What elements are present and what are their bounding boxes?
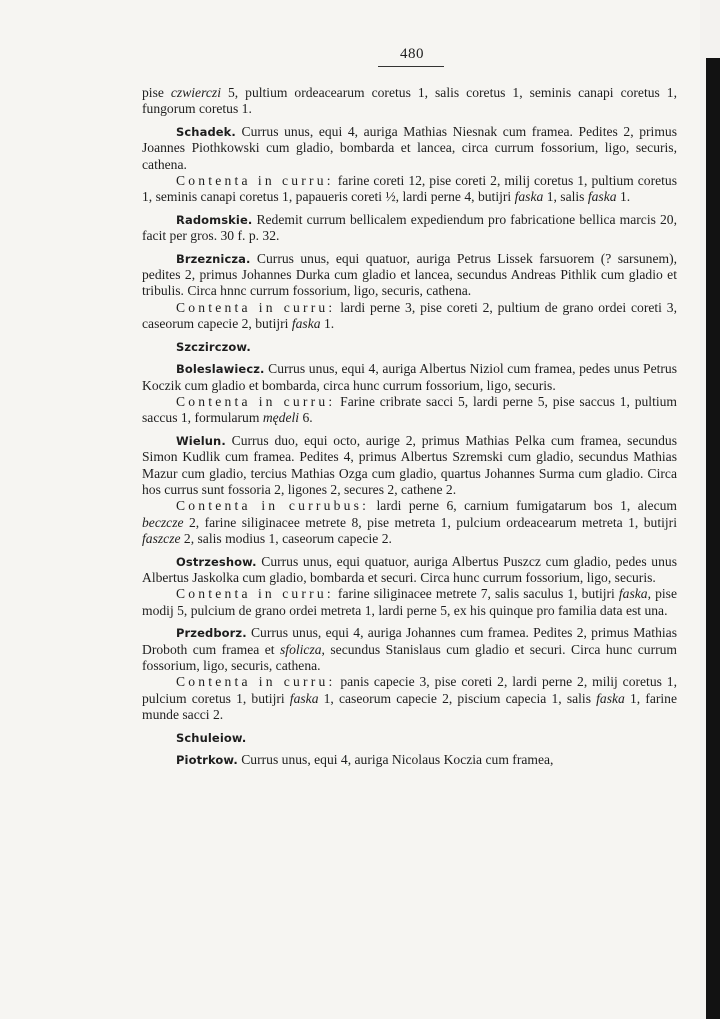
text-run: Currus unus, equi 4, auriga Johannes cum framea. Pedites 2, primus Mathias Droboth cum framea et (142, 625, 677, 657)
contents-paragraph (142, 498, 677, 547)
italic-term: faska (587, 189, 617, 205)
text-run: 1, caseorum capecie 2, piscium capecia 1, salis (318, 690, 597, 706)
place-heading: Boleslawiecz. (176, 362, 265, 377)
italic-term: beczcze (142, 514, 184, 530)
text-run: farine coreti 12, pise coreti 2, milij coretus 1, pultium coretus 1, seminis canapi coretus 1, papaueris coreti ½, lardi perne 4, butijri (142, 173, 677, 205)
contents-label: Contenta in curru: (176, 299, 336, 315)
place-entry (142, 339, 677, 355)
place-entry (142, 730, 677, 746)
text-run: 5, pultium ordeacearum coretus 1, salis coretus 1, seminis canapi coretus 1, fungorum coretus 1. (142, 85, 678, 117)
contents-label: Contenta in curru: (176, 674, 336, 690)
text-run: Currus unus, equi 4, auriga Mathias Niesnak cum framea. Pedites 2, primus Joannes Piothkowski cum gladio, bombarda et lancea, circa currum fossorium, ligo, securis, cathena. (142, 123, 677, 172)
italic-term: faska (596, 690, 625, 706)
text-run: farine siliginacee metrete 7, salis saculus 1, butijri (333, 586, 619, 602)
place-heading: Szczirczow. (176, 339, 251, 354)
contents-label: Contenta in curru: (176, 393, 336, 409)
place-entry (142, 433, 677, 499)
place-entry (142, 251, 677, 300)
italic-term: czwierczi (170, 85, 221, 100)
contents-paragraph (142, 674, 677, 723)
contents-paragraph (142, 173, 677, 206)
contents-label: Contenta in currubus: (176, 498, 370, 514)
text-run: Farine cribrate sacci 5, lardi perne 5, pise saccus 1, pultium saccus 1, formularum (142, 393, 678, 426)
text-run: panis capecie 3, pise coreti 2, lardi perne 2, milij coretus 1, pulcium coretus 1, butijri (142, 674, 677, 706)
text-run: 1. (320, 316, 335, 332)
place-heading: Przedborz. (176, 626, 247, 641)
text-run: 6. (299, 410, 313, 426)
text-run: Currus unus, equi quatuor, auriga Petrus Lissek farsuorem (? sarsunem), pedites 2, primus Johannes Durka cum gladio et lancea, secundus Andreas Pithlik cum gladio et tribulis. Circa hnnc currum fossorium, ligo, securis, cathena. (142, 250, 677, 299)
text-run: 1. (616, 189, 631, 205)
text-run: Currus unus, equi quatuor, auriga Albertus Puszcz cum gladio, pedes unus Albertus Jaskolka cum gladio, bombarda et securi. Circa hunc currum fossorium, ligo, securis. (142, 553, 677, 585)
place-entry (142, 752, 677, 768)
scan-edge-shadow (706, 58, 720, 1019)
place-entry (142, 625, 677, 674)
italic-term: faska (618, 586, 648, 602)
place-heading: Schuleiow. (176, 730, 247, 745)
text-run: , pise modij 5, pulcium de grano ordei metreta 1, lardi perne 5, ex his quinque pro familia data est una. (142, 586, 677, 618)
continuation-paragraph (142, 85, 677, 118)
place-entry (142, 212, 677, 245)
text-run: , secundus Stanislaus cum gladio et securi. Circa hunc currum fossorium, ligo, securis, cathena. (142, 641, 677, 673)
text-run: Redemit currum bellicalem expediendum pro fabricatione bellica marcis 20, facit per gros. 30 f. p. 32. (142, 211, 677, 244)
italic-term: faska (289, 690, 319, 706)
page-number: 480 (400, 46, 424, 62)
place-entry (142, 124, 677, 173)
text-run: lardi perne 3, pise coreti 2, pultium de grano ordei coreti 3, caseorum capecie 2, butijri (142, 299, 677, 332)
place-entry (142, 361, 677, 394)
place-heading: Brzeznicza. (176, 251, 251, 266)
text-run: Currus unus, equi 4, auriga Nicolaus Koczia cum framea, (237, 752, 554, 768)
contents-paragraph (142, 300, 677, 333)
text-run: 2, salis modius 1, caseorum capecie 2. (180, 531, 392, 547)
contents-label: Contenta in curru: (176, 173, 334, 189)
italic-term: faska (514, 189, 544, 205)
place-heading: Radomskie. (176, 212, 253, 227)
text-run: lardi perne 6, carnium fumigatarum bos 1, alecum (369, 498, 677, 514)
place-heading: Wielun. (176, 433, 226, 448)
text-run: pise (142, 85, 171, 100)
page-body (142, 85, 677, 768)
text-run: Currus unus, equi 4, auriga Albertus Niziol cum framea, pedes unus Petrus Koczik cum gladio et bombarda, circa hunc currum fossorium, ligo, securis. (142, 361, 677, 393)
italic-term: mędeli (262, 410, 300, 426)
text-run: 2, farine siliginacee metrete 8, pise metreta 1, pulcium ordeacearum metreta 1, butijri (183, 514, 677, 530)
italic-term: sfolicza (280, 641, 322, 657)
contents-paragraph (142, 394, 677, 427)
place-heading: Ostrzeshow. (176, 554, 257, 569)
italic-term: faszcze (142, 531, 181, 547)
text-run: 1, salis (543, 189, 588, 205)
text-run: Currus duo, equi octo, aurige 2, primus Mathias Pelka cum framea, secundus Simon Kudlik cum framea. Pedites 4, primus Albertus Szremski cum gladio, secundus Mathias Mazur cum gladio, tercius Mathias Ozga cum gladio, quartus Johannes Surma cum gladio. Circa hos currus sunt fossoria 2, ligones 2, secures 2, cathene 2. (142, 432, 677, 497)
place-entry (142, 554, 677, 587)
place-heading: Schadek. (176, 124, 236, 139)
page-number-rule (378, 66, 444, 67)
place-heading: Piotrkow. (176, 753, 238, 768)
contents-label: Contenta in curru: (176, 586, 334, 602)
text-run: 1, farine munde sacci 2. (142, 690, 678, 723)
contents-paragraph (142, 586, 677, 619)
italic-term: faska (291, 316, 321, 332)
